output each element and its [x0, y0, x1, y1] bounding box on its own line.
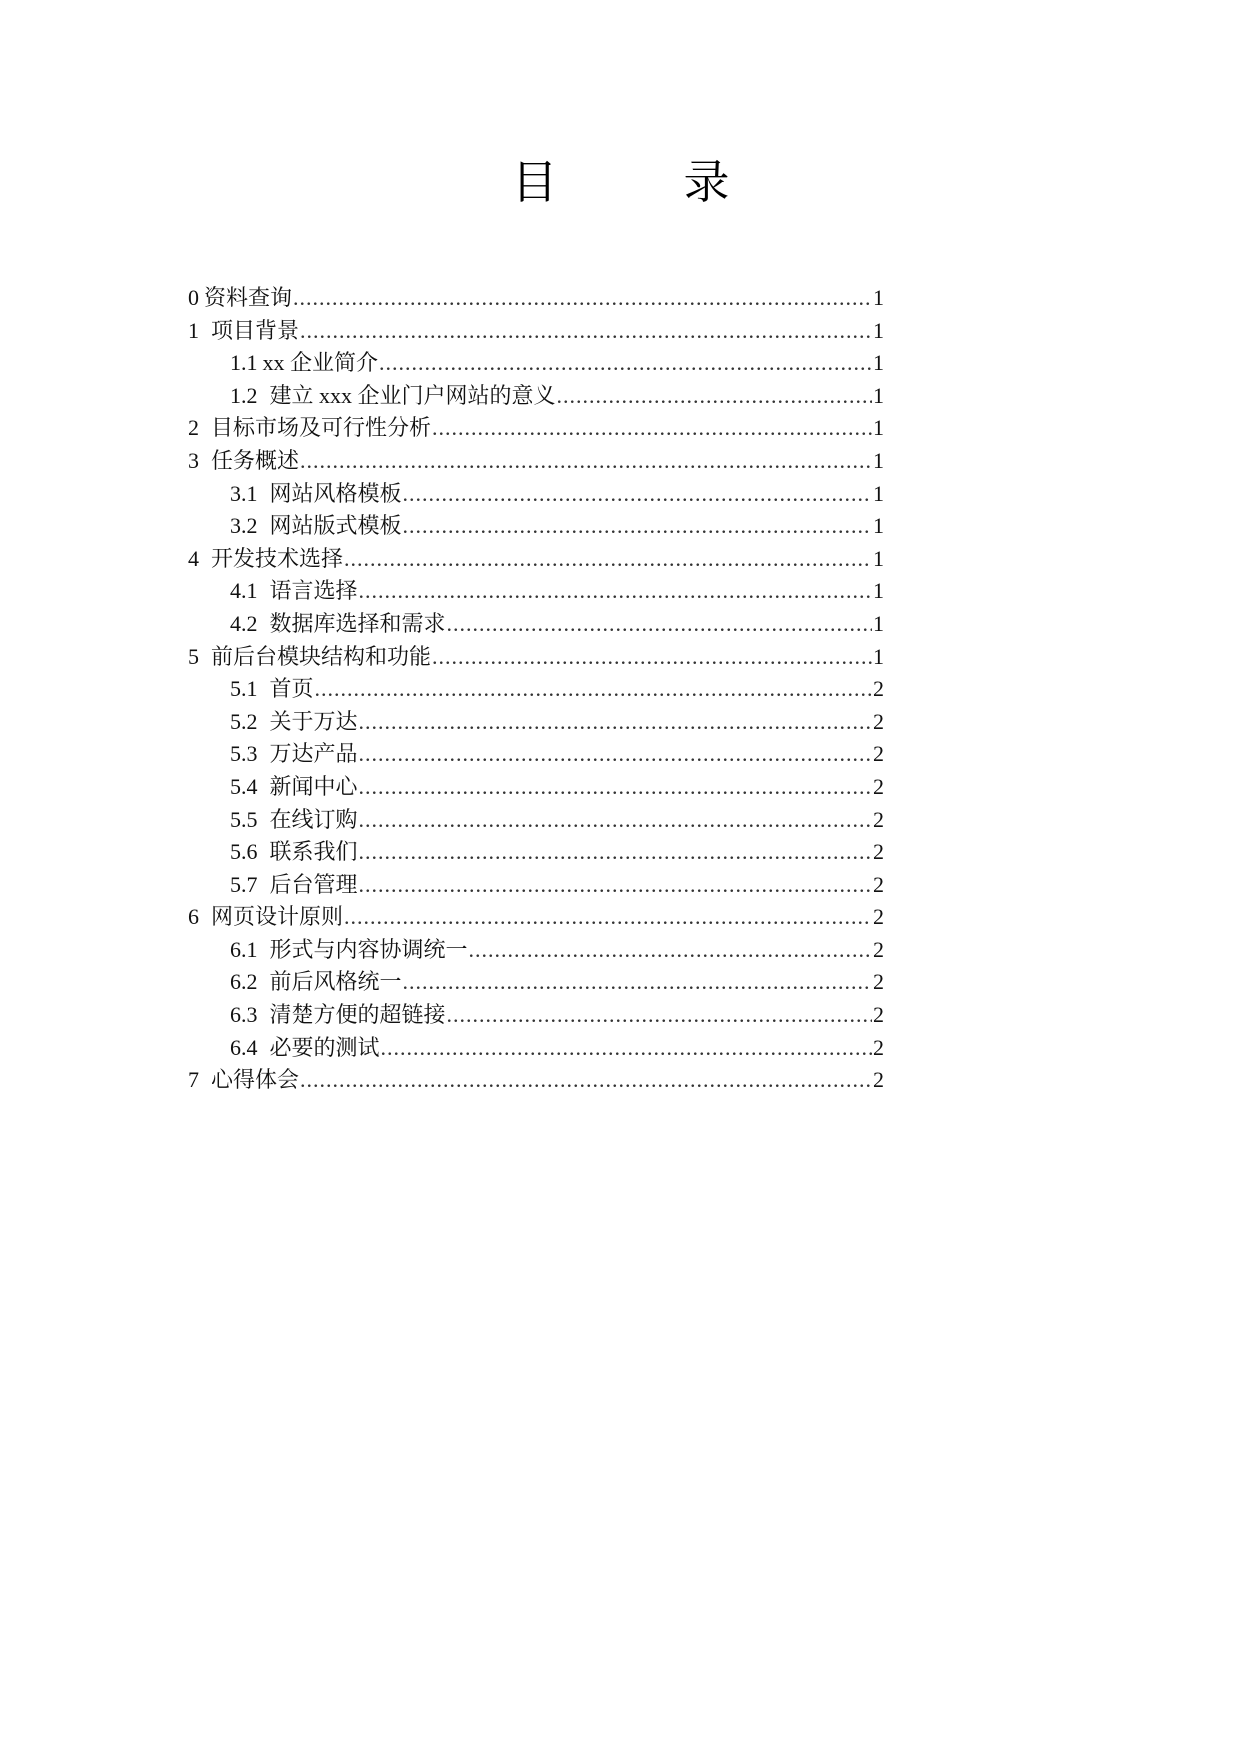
toc-entry-page-number: 2 [873, 904, 884, 930]
toc-entry-number: 3 [188, 447, 199, 473]
toc-entry-page-number: 2 [873, 936, 884, 962]
toc-entry-page-number: 2 [873, 969, 884, 995]
toc-dot-leader [403, 969, 872, 995]
toc-entry-label: 前后台模块结构和功能 [211, 643, 432, 669]
toc-entry-number: 1.1 [230, 350, 258, 376]
toc-entry-label: 在线订购 [269, 806, 358, 832]
toc-entry-page-number: 2 [873, 1034, 884, 1060]
toc-entry-page-number: 1 [873, 415, 884, 441]
toc-entry-label: 清楚方便的超链接 [269, 1002, 446, 1028]
toc-entry-label: 前后风格统一 [269, 969, 402, 995]
toc-dot-leader [315, 676, 872, 702]
toc-dot-leader [447, 1002, 872, 1028]
toc-entry-number: 5.2 [230, 708, 258, 734]
toc-dot-leader [557, 383, 872, 409]
toc-entry-label: 建立 xxx 企业门户网站的意义 [269, 382, 556, 408]
toc-dot-leader [469, 937, 872, 963]
toc-entry-page-number: 1 [873, 382, 884, 408]
toc-entry[interactable] [188, 444, 884, 477]
toc-entry-number: 5.1 [230, 676, 258, 702]
toc-entry[interactable] [188, 640, 884, 673]
toc-entry-page-number: 2 [873, 708, 884, 734]
toc-entry-page-number: 1 [873, 317, 884, 343]
toc-entry[interactable] [188, 803, 884, 836]
toc-dot-leader [359, 741, 872, 767]
toc-dot-leader [344, 904, 872, 930]
toc-dot-leader [432, 415, 872, 441]
toc-entry-page-number: 2 [873, 839, 884, 865]
toc-entry-number: 6.2 [230, 969, 258, 995]
toc-entry-page-number: 2 [873, 676, 884, 702]
toc-entry-number: 6.1 [230, 936, 258, 962]
toc-entry-page-number: 1 [873, 350, 884, 376]
toc-entry-number: 1.2 [230, 382, 258, 408]
toc-entry-label: 首页 [269, 676, 314, 702]
toc-entry-page-number: 2 [873, 773, 884, 799]
toc-entry-label: xx 企业简介 [262, 350, 379, 376]
toc-entry-label: 形式与内容协调统一 [269, 936, 468, 962]
toc-entry-number: 5.5 [230, 806, 258, 832]
toc-entry-label: 项目背景 [211, 317, 300, 343]
toc-entry[interactable] [188, 705, 884, 738]
toc-entry[interactable] [188, 933, 884, 966]
toc-entry-number: 3.2 [230, 513, 258, 539]
toc-entry-number: 5.4 [230, 773, 258, 799]
toc-entry-page-number: 2 [873, 1067, 884, 1093]
toc-entry-number: 4.2 [230, 610, 258, 636]
toc-dot-leader [293, 285, 872, 311]
toc-entry-number: 6 [188, 904, 199, 930]
toc-entry-label: 目标市场及可行性分析 [211, 415, 432, 441]
toc-entry[interactable] [188, 379, 884, 412]
toc-dot-leader [381, 1035, 872, 1061]
toc-entry[interactable] [188, 998, 884, 1031]
toc-entry-page-number: 1 [873, 610, 884, 636]
toc-entry-label: 任务概述 [211, 447, 300, 473]
toc-entry[interactable] [188, 868, 884, 901]
toc-entry-label: 联系我们 [269, 839, 358, 865]
toc-entry-label: 资料查询 [204, 285, 293, 310]
toc-dot-leader [359, 807, 872, 833]
toc-entry-page-number: 1 [873, 447, 884, 473]
toc-entry-label: 新闻中心 [269, 773, 358, 799]
toc-entry[interactable] [188, 965, 884, 998]
toc-entry[interactable] [188, 1031, 884, 1064]
toc-dot-leader [300, 448, 872, 474]
toc-entry[interactable] [188, 737, 884, 770]
toc-entry-page-number: 2 [873, 741, 884, 767]
toc-entry-number: 5.3 [230, 741, 258, 767]
toc-entry-label: 语言选择 [269, 578, 358, 604]
toc-entry[interactable] [188, 1063, 884, 1096]
toc-entry-page-number: 2 [873, 871, 884, 897]
toc-entry-number: 7 [188, 1067, 199, 1093]
toc-entry-number: 6.4 [230, 1034, 258, 1060]
toc-dot-leader [403, 513, 872, 539]
toc-entry[interactable] [188, 411, 884, 444]
toc-dot-leader [344, 546, 872, 572]
toc-entry-number: 6.3 [230, 1002, 258, 1028]
toc-entry[interactable] [188, 477, 884, 510]
toc-entry-page-number: 2 [873, 806, 884, 832]
toc-entry[interactable] [188, 314, 884, 347]
toc-entry-page-number: 1 [873, 578, 884, 604]
toc-dot-leader [432, 644, 872, 670]
toc-entry-label: 必要的测试 [269, 1034, 380, 1060]
toc-dot-leader [359, 774, 872, 800]
toc-dot-leader [359, 839, 872, 865]
toc-entry[interactable] [188, 542, 884, 575]
toc-entry-number: 5.6 [230, 839, 258, 865]
toc-entry[interactable] [188, 672, 884, 705]
table-of-contents [188, 281, 884, 1096]
toc-entry-page-number: 1 [873, 545, 884, 571]
toc-entry-page-number: 1 [873, 643, 884, 669]
toc-entry-label: 开发技术选择 [211, 545, 344, 571]
toc-entry-label: 关于万达 [269, 708, 358, 734]
toc-entry-number: 0 [188, 285, 199, 310]
toc-entry[interactable] [188, 509, 884, 542]
toc-entry-number: 4 [188, 545, 199, 571]
toc-dot-leader [300, 1067, 872, 1093]
toc-dot-leader [379, 350, 872, 376]
toc-dot-leader [359, 872, 872, 898]
toc-entry-label: 网站版式模板 [269, 513, 402, 539]
toc-entry-label: 数据库选择和需求 [269, 610, 446, 636]
toc-entry-number: 3.1 [230, 480, 258, 506]
toc-entry-number: 4.1 [230, 578, 258, 604]
toc-entry-label: 网站风格模板 [269, 480, 402, 506]
toc-dot-leader [300, 318, 872, 344]
toc-entry[interactable] [188, 574, 884, 607]
toc-entry-label: 万达产品 [269, 741, 358, 767]
toc-entry-label: 网页设计原则 [211, 904, 344, 930]
toc-entry-label: 心得体会 [211, 1067, 300, 1093]
toc-entry-page-number: 1 [873, 480, 884, 506]
toc-title: 目 录 [511, 155, 770, 209]
toc-entry-number: 1 [188, 317, 199, 343]
toc-entry[interactable] [188, 770, 884, 803]
toc-entry[interactable] [188, 900, 884, 933]
toc-entry[interactable] [188, 281, 884, 314]
toc-entry[interactable] [188, 607, 884, 640]
toc-entry-page-number: 1 [873, 285, 884, 310]
toc-entry-page-number: 1 [873, 513, 884, 539]
toc-dot-leader [403, 481, 872, 507]
toc-entry-number: 2 [188, 415, 199, 441]
toc-dot-leader [447, 611, 872, 637]
toc-entry-number: 5 [188, 643, 199, 669]
toc-entry-page-number: 2 [873, 1002, 884, 1028]
toc-entry-label: 后台管理 [269, 871, 358, 897]
toc-dot-leader [359, 578, 872, 604]
toc-dot-leader [359, 709, 872, 735]
toc-entry[interactable] [188, 835, 884, 868]
toc-entry[interactable] [188, 346, 884, 379]
toc-entry-number: 5.7 [230, 871, 258, 897]
